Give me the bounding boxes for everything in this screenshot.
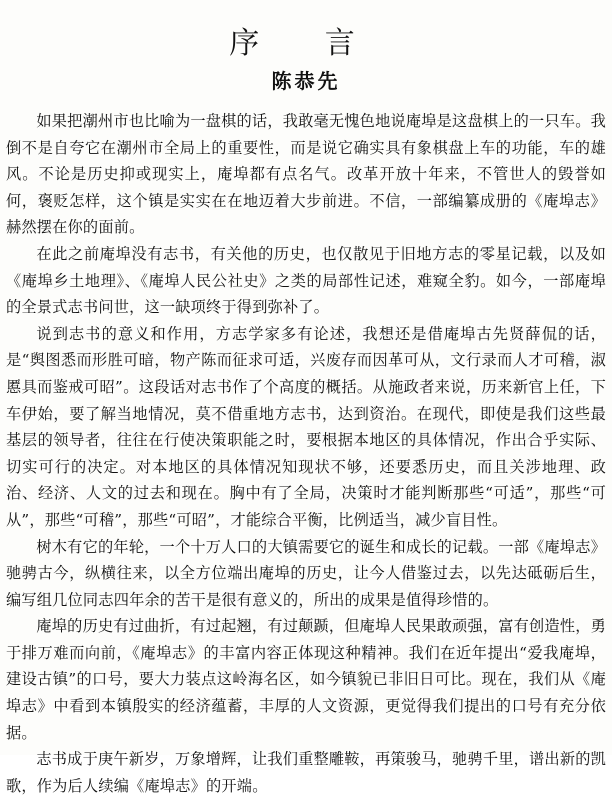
paragraph: 树木有它的年轮，一个十万人口的大镇需要它的诞生和成长的记载。一部《庵埠志》驰骋古今，纵横往来，以全方位端出庵埠的历史，让今人借鉴过去，以先达砥砺后生，编写组几位同志四年余的苦干是很有意义的，所出的成果是值得珍惜的。: [6, 537, 606, 609]
paragraph: 庵埠的历史有过曲折，有过起翘，有过颠踬，但庵埠人民果敢顽强，富有创造性，勇于排万难而向前，《庵埠志》的丰富内容正体现这种精神。我们在近年提出“爱我庵埠，建设古镇”的口号，要大力装点这岭海名区，如今镇貌已非旧日可比。现在，我们从《庵埠志》中看到本镇殷实的经济蕴蓄，丰厚的人文资源，更觉得我们提出的口号有充分依据。: [6, 617, 606, 742]
paragraph: 在此之前庵埠没有志书，有关他的历史，也仅散见于旧地方志的零星记载，以及如《庵埠乡土地理》、《庵埠人民公社史》之类的局部性记述，难窥全豹。如今，一部庵埠的全景式志书问世，这一缺项终于得到弥补了。: [6, 244, 606, 317]
paragraph: 说到志书的意义和作用，方志学家多有论述，我想还是借庵埠古先贤薛侃的话，是“舆图悉而形胜可暗，物产陈而征求可适，兴废存而因革可从，文行录而人才可稽，淑慝具而鉴戒可昭”。这段话对志书作了个高度的概括。从施政者来说，历来新官上任，下车伊始，要了解当地情况，莫不借重地方志书，达到资治。在现代，即使是我们这些最基层的领导者，往往在行使决策职能之时，要根据本地区的具体情况，作出合乎实际、切实可行的决定。对本地区的具体情况知现状不够，还要悉历史，而且关涉地理、政治、经济、人文的过去和现在。胸中有了全局，决策时才能判断那些“可适”，那些“可从”，那些“可稽”，那些“可昭”，才能综合平衡，比例适当，减少盲目性。: [6, 324, 606, 529]
page-title: 序 言: [229, 26, 383, 62]
paragraph: 如果把潮州市也比喻为一盘棋的话，我敢毫无愧色地说庵埠是这盘棋上的一只车。我倒不是自夸它在潮州市全局上的重要性，而是说它确实具有象棋盘上车的功能，车的雄风。不论是历史抑或现实上，庵埠都有点名气。改革开放十年来，不管世人的毁誉如何，褒贬怎样，这个镇是实实在在地迈着大步前进。不信，一部编纂成册的《庵埠志》赫然摆在你的面前。: [6, 112, 606, 237]
author-name: 陈恭先: [271, 69, 341, 93]
paragraph: 志书成于庚午新岁，万象增辉，让我们重整雕鞍，再策骏马，驰骋千里，谱出新的凯歌，作为后人续编《庵埠志》的开端。: [6, 750, 606, 795]
preface-body: [6, 108, 606, 799]
